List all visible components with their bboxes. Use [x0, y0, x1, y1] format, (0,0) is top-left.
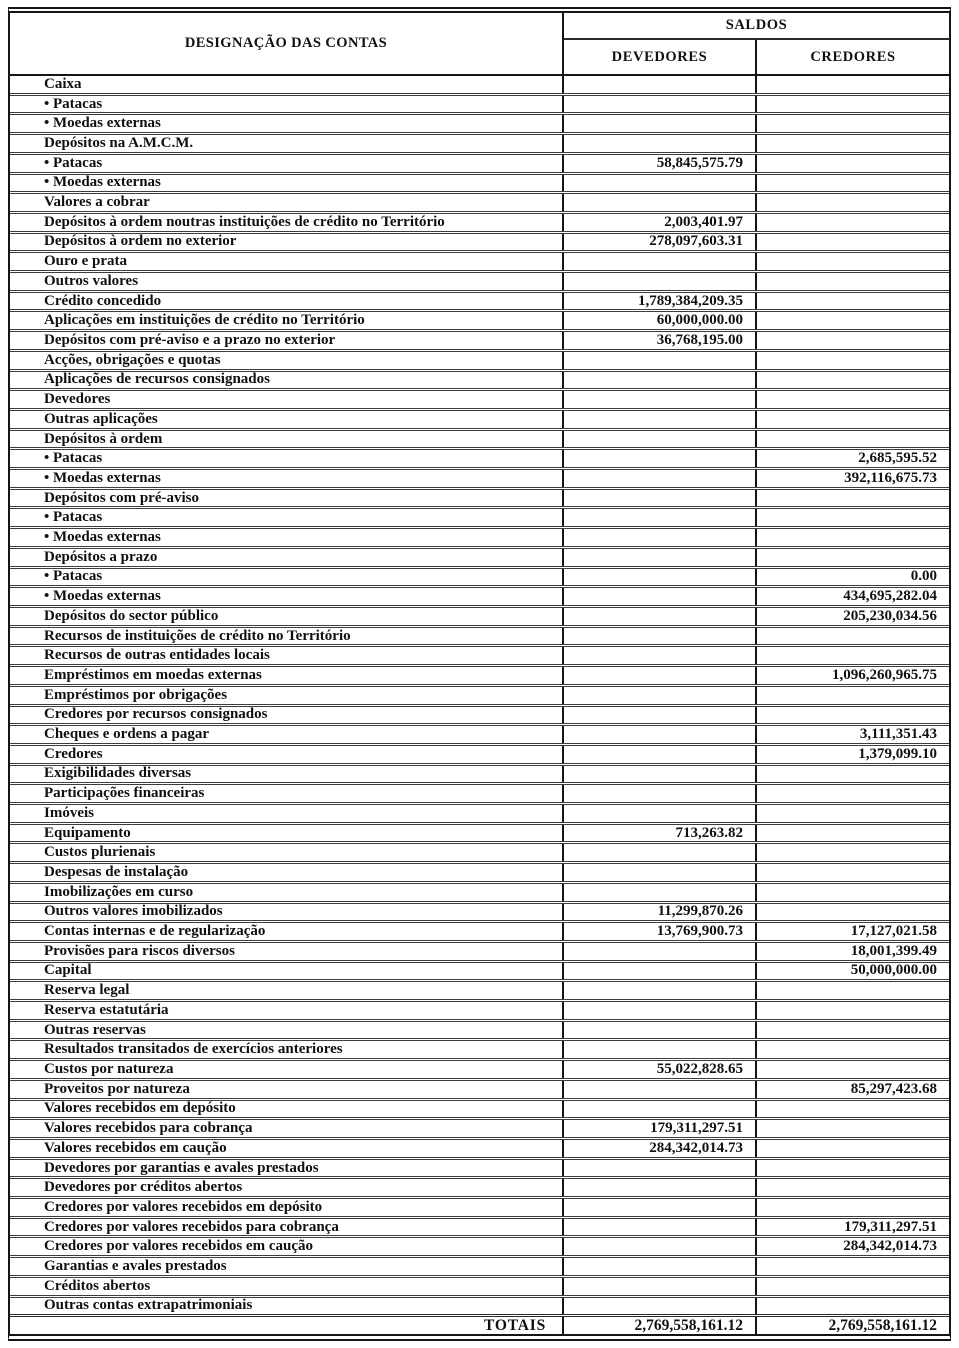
- credores-value: [757, 1179, 949, 1196]
- account-label: Depósitos do sector público: [10, 608, 564, 625]
- credores-value: [757, 431, 949, 448]
- credores-value: [757, 1258, 949, 1275]
- account-row: [10, 152, 949, 172]
- credores-value: 1,379,099.10: [858, 745, 937, 762]
- account-label: Acções, obrigações e quotas: [10, 352, 564, 369]
- account-row: [10, 487, 949, 507]
- account-label: • Patacas: [10, 569, 564, 586]
- account-label: Valores a cobrar: [10, 194, 564, 211]
- account-row: [10, 704, 949, 724]
- devedores-value: [564, 194, 757, 211]
- account-row: [10, 467, 949, 487]
- account-label: Recursos de outras entidades locais: [10, 647, 564, 664]
- devedores-value: 13,769,900.73: [564, 923, 757, 940]
- account-row: [10, 802, 949, 822]
- devedores-value: [564, 1278, 757, 1295]
- credores-value: [757, 1140, 949, 1157]
- devedores-value: [564, 864, 757, 881]
- account-label: Devedores por garantias e avales prestados: [10, 1160, 564, 1177]
- account-label: • Moedas externas: [10, 588, 564, 605]
- account-row: [10, 526, 949, 546]
- devedores-value: [564, 982, 757, 999]
- header-saldos-columns: [564, 40, 949, 74]
- credores-value: 205,230,034.56: [843, 607, 937, 624]
- account-label: Credores por recursos consignados: [10, 707, 564, 724]
- account-label: Valores recebidos em caução: [10, 1140, 564, 1157]
- account-label: • Moedas externas: [10, 115, 564, 132]
- credores-value: [757, 884, 949, 901]
- account-row: [10, 93, 949, 113]
- account-row: [10, 112, 949, 132]
- credores-value: [757, 76, 949, 93]
- account-row: [10, 1275, 949, 1295]
- account-row: [10, 1098, 949, 1118]
- credores-value: [757, 864, 949, 881]
- account-row: [10, 1157, 949, 1177]
- credores-value: 1,096,260,965.75: [832, 667, 937, 683]
- devedores-value: [564, 1022, 757, 1039]
- account-label: Equipamento: [10, 825, 564, 842]
- devedores-value: [564, 1219, 757, 1236]
- account-label: Crédito concedido: [10, 293, 564, 310]
- totals-row: [10, 1314, 949, 1334]
- account-row: [10, 940, 949, 960]
- credores-value: [757, 628, 949, 645]
- account-label: Credores por valores recebidos em depósito: [10, 1199, 564, 1216]
- devedores-value: [564, 588, 757, 605]
- account-row: [10, 1078, 949, 1098]
- account-label: Depósitos à ordem: [10, 431, 564, 448]
- devedores-value: [564, 490, 757, 507]
- credores-value: [757, 509, 949, 526]
- devedores-value: [564, 352, 757, 369]
- account-label: Depósitos com pré-aviso e a prazo no exterior: [10, 332, 564, 349]
- account-row: [10, 428, 949, 448]
- account-label: • Moedas externas: [10, 470, 564, 487]
- account-row: [10, 920, 949, 940]
- credores-value: [757, 1199, 949, 1216]
- devedores-value: [564, 509, 757, 526]
- account-label: Valores recebidos em depósito: [10, 1101, 564, 1118]
- account-row: [10, 960, 949, 980]
- account-label: Empréstimos em moedas externas: [10, 667, 564, 684]
- devedores-value: 60,000,000.00: [564, 312, 757, 329]
- totals-devedores-value: 2,769,558,161.12: [564, 1317, 757, 1334]
- devedores-value: 11,299,870.26: [564, 904, 757, 921]
- account-row: [10, 309, 949, 329]
- devedores-value: [564, 372, 757, 389]
- account-label: • Patacas: [10, 509, 564, 526]
- account-row: [10, 1019, 949, 1039]
- account-label: Credores: [10, 746, 564, 763]
- credores-value: [757, 785, 949, 802]
- credores-value: [757, 549, 949, 566]
- totals-label: TOTAIS: [10, 1317, 564, 1334]
- account-label: Depósitos com pré-aviso: [10, 490, 564, 507]
- account-row: [10, 506, 949, 526]
- credores-value: [757, 96, 949, 113]
- credores-value: [757, 214, 949, 231]
- devedores-value: [564, 647, 757, 664]
- credores-value: [757, 1101, 949, 1118]
- account-label: Depósitos a prazo: [10, 549, 564, 566]
- credores-value: [757, 175, 949, 192]
- account-label: Proveitos por natureza: [10, 1081, 564, 1098]
- credores-value: [757, 529, 949, 546]
- credores-value: [757, 1061, 949, 1078]
- devedores-value: [564, 431, 757, 448]
- account-row: [10, 76, 949, 93]
- credores-value: [757, 687, 949, 704]
- header-saldos-group: [564, 13, 949, 74]
- account-label: Custos por natureza: [10, 1061, 564, 1078]
- devedores-value: [564, 411, 757, 428]
- account-label: Outras contas extrapatrimoniais: [10, 1298, 564, 1315]
- credores-value: [757, 805, 949, 822]
- devedores-value: [564, 608, 757, 625]
- credores-value: [757, 332, 949, 349]
- account-row: [10, 979, 949, 999]
- account-label: Cheques e ordens a pagar: [10, 726, 564, 743]
- devedores-value: [564, 1160, 757, 1177]
- account-row: [10, 1295, 949, 1315]
- credores-value: 85,297,423.68: [850, 1080, 937, 1097]
- devedores-value: [564, 963, 757, 980]
- devedores-value: [564, 805, 757, 822]
- devedores-value: [564, 746, 757, 763]
- account-label: Outras reservas: [10, 1022, 564, 1039]
- account-row: [10, 408, 949, 428]
- account-row: [10, 861, 949, 881]
- account-row: [10, 290, 949, 310]
- devedores-value: [564, 1298, 757, 1315]
- credores-value: [757, 904, 949, 921]
- account-label: Contas internas e de regularização: [10, 923, 564, 940]
- account-label: Credores por valores recebidos em caução: [10, 1238, 564, 1255]
- credores-value: [757, 391, 949, 408]
- credores-value: [757, 647, 949, 664]
- devedores-value: [564, 1179, 757, 1196]
- account-row: [10, 684, 949, 704]
- account-row: [10, 1235, 949, 1255]
- credores-value: 392,116,675.73: [844, 470, 937, 486]
- devedores-value: [564, 569, 757, 586]
- balance-table: [8, 7, 951, 1341]
- account-row: [10, 763, 949, 783]
- devedores-value: [564, 1041, 757, 1058]
- credores-value: [757, 411, 949, 428]
- devedores-value: [564, 1199, 757, 1216]
- credores-value: 284,342,014.73: [843, 1238, 937, 1255]
- account-row: [10, 211, 949, 231]
- devedores-value: [564, 253, 757, 270]
- devedores-value: [564, 470, 757, 487]
- account-label: • Moedas externas: [10, 175, 564, 192]
- account-label: Outros valores imobilizados: [10, 904, 564, 921]
- devedores-value: [564, 785, 757, 802]
- credores-value: 434,695,282.04: [843, 588, 937, 605]
- credores-value: [757, 293, 949, 310]
- account-row: [10, 172, 949, 192]
- credores-value: [757, 194, 949, 211]
- header-credores: CREDORES: [810, 48, 896, 65]
- account-label: Imóveis: [10, 805, 564, 822]
- devedores-value: [564, 135, 757, 152]
- credores-value: [757, 1002, 949, 1019]
- devedores-value: [564, 273, 757, 290]
- account-row: [10, 1216, 949, 1236]
- devedores-value: [564, 667, 757, 684]
- account-row: [10, 132, 949, 152]
- account-label: Depósitos na A.M.C.M.: [10, 135, 564, 152]
- account-label: Devedores por créditos abertos: [10, 1179, 564, 1196]
- credores-value: [757, 707, 949, 724]
- credores-value: [757, 273, 949, 290]
- account-label: • Patacas: [10, 155, 564, 172]
- account-label: Participações financeiras: [10, 785, 564, 802]
- credores-value: 17,127,021.58: [850, 923, 937, 940]
- account-row: [10, 1176, 949, 1196]
- devedores-value: [564, 1002, 757, 1019]
- devedores-value: [564, 115, 757, 132]
- account-label: Devedores: [10, 391, 564, 408]
- account-row: [10, 881, 949, 901]
- devedores-value: 278,097,603.31: [564, 234, 757, 251]
- account-label: Recursos de instituições de crédito no Território: [10, 628, 564, 645]
- table-header: [10, 13, 949, 76]
- credores-value: [757, 1022, 949, 1039]
- account-row: [10, 585, 949, 605]
- account-label: Depósitos à ordem no exterior: [10, 234, 564, 251]
- credores-value: [757, 1160, 949, 1177]
- account-row: [10, 369, 949, 389]
- devedores-value: 36,768,195.00: [564, 332, 757, 349]
- account-row: [10, 743, 949, 763]
- account-label: Credores por valores recebidos para cobrança: [10, 1219, 564, 1236]
- devedores-value: [564, 1258, 757, 1275]
- account-row: [10, 349, 949, 369]
- account-row: [10, 625, 949, 645]
- devedores-value: 284,342,014.73: [564, 1140, 757, 1157]
- credores-value: [757, 352, 949, 369]
- credores-value: [757, 253, 949, 270]
- devedores-value: [564, 391, 757, 408]
- credores-value: [757, 1278, 949, 1295]
- account-row: [10, 782, 949, 802]
- account-label: Aplicações em instituições de crédito no Território: [10, 312, 564, 329]
- account-row: [10, 901, 949, 921]
- credores-value: [757, 1298, 949, 1315]
- devedores-value: [564, 76, 757, 93]
- devedores-value: [564, 1081, 757, 1098]
- account-label: Caixa: [10, 76, 564, 93]
- devedores-value: [564, 628, 757, 645]
- account-label: Exigibilidades diversas: [10, 766, 564, 783]
- account-row: [10, 546, 949, 566]
- devedores-value: [564, 943, 757, 960]
- header-designacao-das-contas: DESIGNAÇÃO DAS CONTAS: [10, 13, 564, 74]
- account-label: Capital: [10, 963, 564, 980]
- account-label: Reserva estatutária: [10, 1002, 564, 1019]
- account-row: [10, 231, 949, 251]
- account-label: Despesas de instalação: [10, 864, 564, 881]
- account-row: [10, 329, 949, 349]
- account-label: Empréstimos por obrigações: [10, 687, 564, 704]
- credores-value: [757, 372, 949, 389]
- account-label: Provisões para riscos diversos: [10, 943, 564, 960]
- credores-value: [757, 982, 949, 999]
- devedores-value: [564, 1238, 757, 1255]
- devedores-value: [564, 1101, 757, 1118]
- credores-value: [757, 490, 949, 507]
- account-row: [10, 1137, 949, 1157]
- account-label: Reserva legal: [10, 982, 564, 999]
- account-row: [10, 270, 949, 290]
- account-row: [10, 841, 949, 861]
- account-row: [10, 1038, 949, 1058]
- credores-value: [757, 155, 949, 172]
- account-row: [10, 1255, 949, 1275]
- devedores-value: 2,003,401.97: [564, 214, 757, 231]
- credores-value: 0.00: [910, 568, 937, 585]
- header-devedores: DEVEDORES: [564, 40, 757, 74]
- account-label: • Patacas: [10, 450, 564, 467]
- devedores-value: [564, 726, 757, 743]
- devedores-value: [564, 96, 757, 113]
- account-label: Ouro e prata: [10, 253, 564, 270]
- account-label: Outros valores: [10, 273, 564, 290]
- account-label: Valores recebidos para cobrança: [10, 1120, 564, 1137]
- devedores-value: [564, 884, 757, 901]
- header-saldos: SALDOS: [564, 13, 949, 40]
- credores-value: 18,001,399.49: [850, 942, 937, 959]
- credores-value: [757, 1120, 949, 1137]
- account-label: • Moedas externas: [10, 529, 564, 546]
- account-row: [10, 1117, 949, 1137]
- account-row: [10, 605, 949, 625]
- credores-value: 50,000,000.00: [850, 962, 937, 979]
- account-label: Aplicações de recursos consignados: [10, 372, 564, 389]
- account-row: [10, 191, 949, 211]
- devedores-value: [564, 529, 757, 546]
- account-row: [10, 999, 949, 1019]
- devedores-value: 1,789,384,209.35: [564, 293, 757, 310]
- account-label: Garantias e avales prestados: [10, 1258, 564, 1275]
- credores-value: [757, 844, 949, 861]
- table-body: [10, 76, 949, 1334]
- credores-value: [757, 135, 949, 152]
- account-label: Resultados transitados de exercícios anteriores: [10, 1041, 564, 1058]
- account-row: [10, 447, 949, 467]
- account-label: Custos plurienais: [10, 844, 564, 861]
- account-row: [10, 664, 949, 684]
- devedores-value: 55,022,828.65: [564, 1061, 757, 1078]
- credores-value: 179,311,297.51: [844, 1218, 937, 1235]
- account-row: [10, 723, 949, 743]
- credores-value: 2,685,595.52: [858, 450, 937, 467]
- devedores-value: 58,845,575.79: [564, 155, 757, 172]
- devedores-value: [564, 549, 757, 566]
- credores-value: [757, 766, 949, 783]
- credores-value: [757, 825, 949, 842]
- account-label: Depósitos à ordem noutras instituições de crédito no Território: [10, 214, 564, 231]
- credores-value: [757, 312, 949, 329]
- devedores-value: [564, 687, 757, 704]
- account-row: [10, 1196, 949, 1216]
- devedores-value: [564, 766, 757, 783]
- devedores-value: 179,311,297.51: [564, 1120, 757, 1137]
- account-label: • Patacas: [10, 96, 564, 113]
- account-row: [10, 250, 949, 270]
- account-label: Créditos abertos: [10, 1278, 564, 1295]
- devedores-value: [564, 175, 757, 192]
- account-row: [10, 566, 949, 586]
- devedores-value: [564, 450, 757, 467]
- credores-value: 3,111,351.43: [859, 726, 937, 743]
- devedores-value: [564, 707, 757, 724]
- devedores-value: 713,263.82: [564, 825, 757, 842]
- account-row: [10, 388, 949, 408]
- credores-value: [757, 1041, 949, 1058]
- credores-value: [757, 234, 949, 251]
- account-row: [10, 644, 949, 664]
- account-row: [10, 822, 949, 842]
- account-row: [10, 1058, 949, 1078]
- account-label: Outras aplicações: [10, 411, 564, 428]
- totals-credores-value: 2,769,558,161.12: [828, 1317, 937, 1334]
- account-label: Imobilizações em curso: [10, 884, 564, 901]
- credores-value: [757, 115, 949, 132]
- devedores-value: [564, 844, 757, 861]
